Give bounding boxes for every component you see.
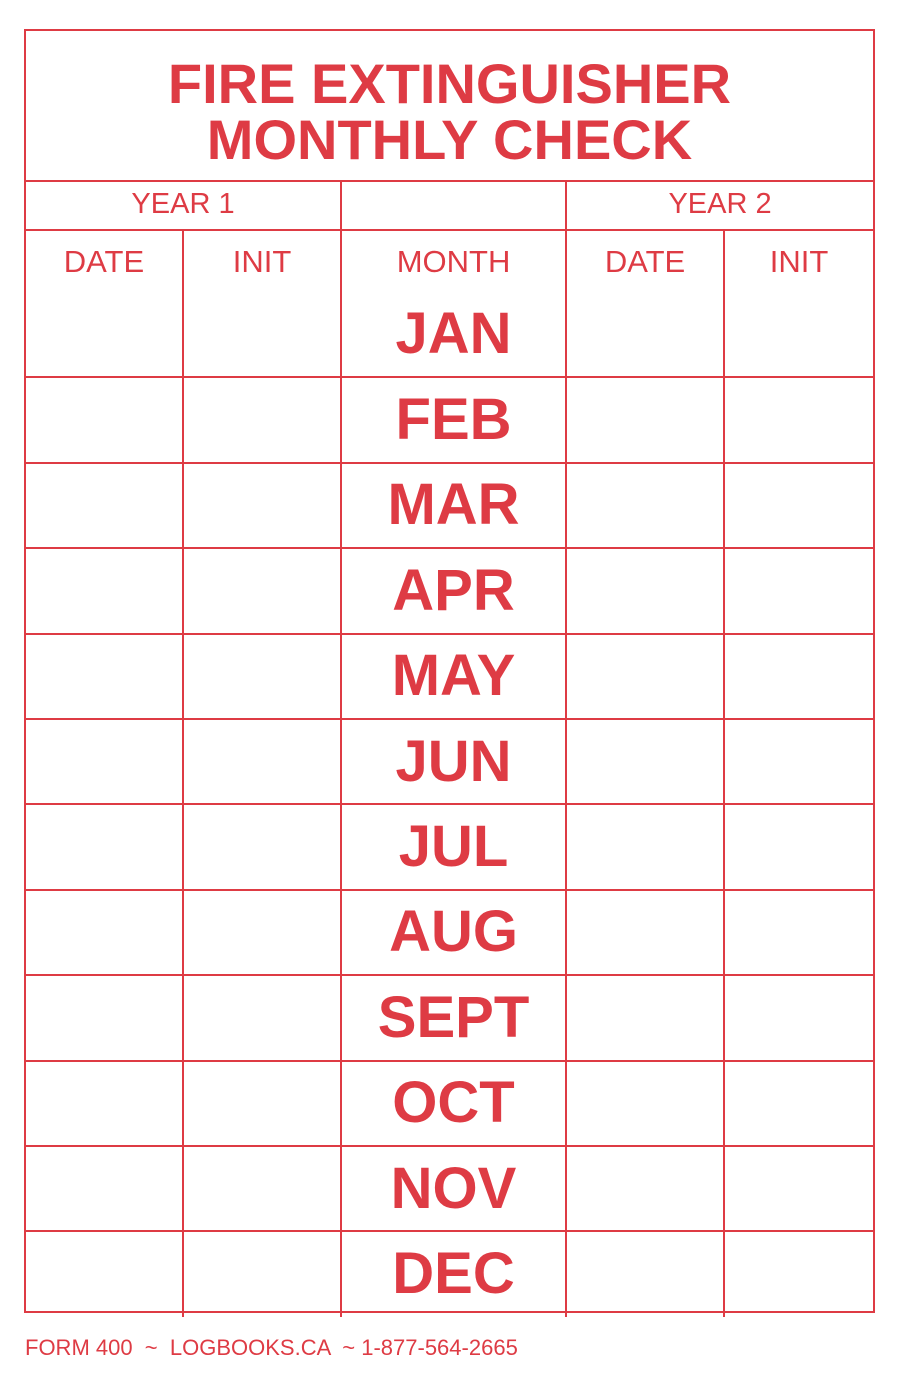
month-name: MAR bbox=[387, 472, 520, 538]
init-year2-cell[interactable] bbox=[724, 975, 873, 1060]
init-year2-cell[interactable] bbox=[724, 634, 873, 719]
month-name: JUN bbox=[395, 728, 512, 794]
date-year2-cell[interactable] bbox=[566, 719, 724, 804]
col-header-date-year1: DATE bbox=[26, 230, 183, 292]
date-year2-cell[interactable] bbox=[566, 1061, 724, 1146]
month-row bbox=[26, 1061, 873, 1146]
year-1-header: YEAR 1 bbox=[26, 180, 341, 230]
extinguisher-check-form bbox=[24, 29, 875, 1313]
month-row bbox=[26, 719, 873, 804]
month-row bbox=[26, 890, 873, 975]
form-footer: FORM 400 ~ LOGBOOKS.CA ~ 1-877-564-2665 bbox=[25, 1335, 518, 1360]
year-header-row bbox=[26, 180, 873, 230]
title-line-1: FIRE EXTINGUISHER bbox=[167, 52, 732, 115]
month-label bbox=[341, 377, 566, 462]
month-name: JUL bbox=[398, 814, 509, 880]
month-label bbox=[341, 1231, 566, 1316]
date-year1-cell[interactable] bbox=[26, 463, 183, 548]
init-year2-cell[interactable] bbox=[724, 719, 873, 804]
date-year1-cell[interactable] bbox=[26, 634, 183, 719]
date-year1-cell[interactable] bbox=[26, 292, 183, 377]
month-row bbox=[26, 975, 873, 1060]
date-year2-cell[interactable] bbox=[566, 804, 724, 889]
init-year2-cell[interactable] bbox=[724, 804, 873, 889]
month-label bbox=[341, 804, 566, 889]
date-year2-cell[interactable] bbox=[566, 1146, 724, 1231]
date-year1-cell[interactable] bbox=[26, 1061, 183, 1146]
month-label bbox=[341, 1061, 566, 1146]
column-header-row bbox=[26, 230, 873, 292]
month-label bbox=[341, 463, 566, 548]
init-year1-cell[interactable] bbox=[183, 463, 341, 548]
year-2-header: YEAR 2 bbox=[566, 180, 873, 230]
date-year1-cell[interactable] bbox=[26, 377, 183, 462]
init-year1-cell[interactable] bbox=[183, 292, 341, 377]
month-name: DEC bbox=[392, 1241, 515, 1307]
month-row bbox=[26, 1146, 873, 1231]
init-year2-cell[interactable] bbox=[724, 463, 873, 548]
month-row bbox=[26, 804, 873, 889]
col-header-month: MONTH bbox=[341, 230, 566, 292]
init-year2-cell[interactable] bbox=[724, 1231, 873, 1316]
date-year1-cell[interactable] bbox=[26, 804, 183, 889]
date-year2-cell[interactable] bbox=[566, 634, 724, 719]
month-rows bbox=[26, 292, 873, 1317]
month-name: OCT bbox=[392, 1070, 515, 1136]
month-label bbox=[341, 634, 566, 719]
month-name: FEB bbox=[395, 387, 512, 453]
init-year1-cell[interactable] bbox=[183, 975, 341, 1060]
month-row bbox=[26, 463, 873, 548]
init-year1-cell[interactable] bbox=[183, 634, 341, 719]
month-name: APR bbox=[392, 557, 515, 623]
month-name: NOV bbox=[390, 1155, 517, 1221]
date-year1-cell[interactable] bbox=[26, 548, 183, 633]
month-row bbox=[26, 548, 873, 633]
init-year1-cell[interactable] bbox=[183, 1061, 341, 1146]
init-year2-cell[interactable] bbox=[724, 890, 873, 975]
month-label bbox=[341, 890, 566, 975]
init-year1-cell[interactable] bbox=[183, 1146, 341, 1231]
month-label bbox=[341, 292, 566, 377]
init-year2-cell[interactable] bbox=[724, 1146, 873, 1231]
date-year2-cell[interactable] bbox=[566, 463, 724, 548]
month-name: SEPT bbox=[377, 984, 530, 1050]
form-title bbox=[26, 31, 873, 182]
date-year1-cell[interactable] bbox=[26, 1231, 183, 1316]
date-year2-cell[interactable] bbox=[566, 1231, 724, 1316]
month-name: JAN bbox=[395, 301, 512, 367]
year-spacer-cell bbox=[341, 180, 566, 230]
date-year1-cell[interactable] bbox=[26, 890, 183, 975]
month-row bbox=[26, 1231, 873, 1316]
init-year1-cell[interactable] bbox=[183, 548, 341, 633]
col-header-date-year2: DATE bbox=[566, 230, 724, 292]
check-grid bbox=[26, 180, 873, 1317]
date-year1-cell[interactable] bbox=[26, 719, 183, 804]
month-label bbox=[341, 1146, 566, 1231]
date-year2-cell[interactable] bbox=[566, 890, 724, 975]
month-name: MAY bbox=[391, 643, 516, 709]
init-year1-cell[interactable] bbox=[183, 890, 341, 975]
month-label bbox=[341, 548, 566, 633]
col-header-init-year2: INIT bbox=[724, 230, 873, 292]
date-year2-cell[interactable] bbox=[566, 292, 724, 377]
init-year1-cell[interactable] bbox=[183, 804, 341, 889]
month-name: AUG bbox=[389, 899, 518, 965]
init-year1-cell[interactable] bbox=[183, 1231, 341, 1316]
init-year2-cell[interactable] bbox=[724, 377, 873, 462]
month-label bbox=[341, 975, 566, 1060]
init-year1-cell[interactable] bbox=[183, 719, 341, 804]
init-year2-cell[interactable] bbox=[724, 292, 873, 377]
date-year1-cell[interactable] bbox=[26, 1146, 183, 1231]
title-line-2: MONTHLY CHECK bbox=[206, 108, 693, 171]
date-year2-cell[interactable] bbox=[566, 975, 724, 1060]
init-year1-cell[interactable] bbox=[183, 377, 341, 462]
month-row bbox=[26, 377, 873, 462]
month-row bbox=[26, 292, 873, 377]
date-year2-cell[interactable] bbox=[566, 377, 724, 462]
col-header-init-year1: INIT bbox=[183, 230, 341, 292]
date-year2-cell[interactable] bbox=[566, 548, 724, 633]
month-row bbox=[26, 634, 873, 719]
date-year1-cell[interactable] bbox=[26, 975, 183, 1060]
init-year2-cell[interactable] bbox=[724, 548, 873, 633]
month-label bbox=[341, 719, 566, 804]
init-year2-cell[interactable] bbox=[724, 1061, 873, 1146]
